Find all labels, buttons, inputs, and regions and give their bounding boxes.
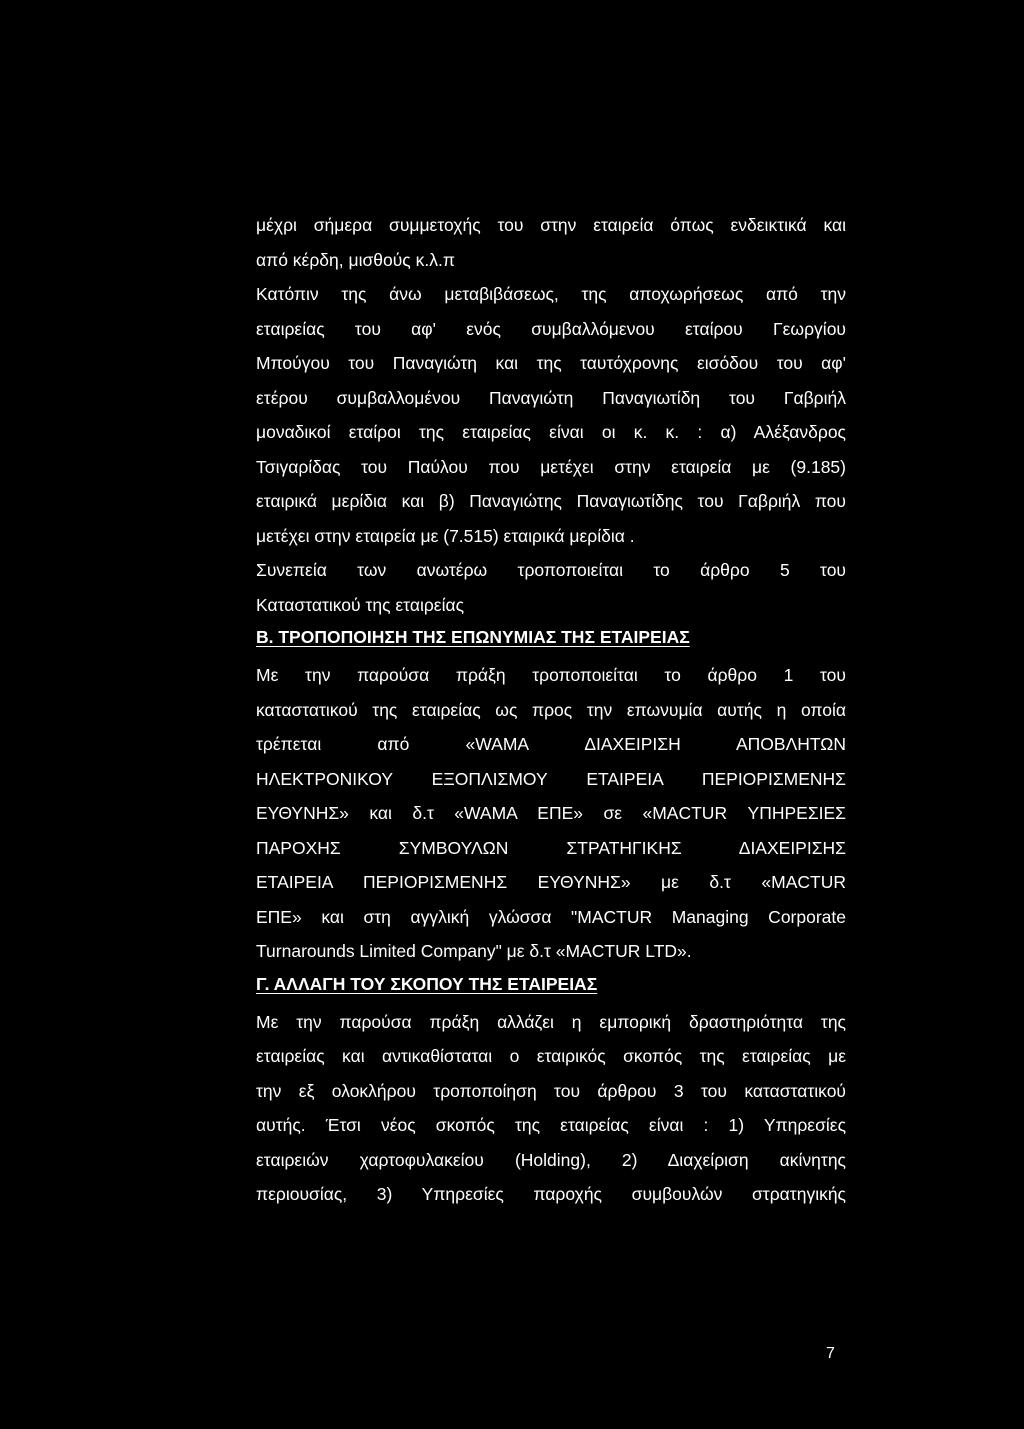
text-line: Turnarounds Limited Company" με δ.τ «MACTUR LTD».	[256, 941, 692, 961]
text-line: τρέπεται από «WAMA ΔΙΑΧΕΙΡΙΣΗ ΑΠΟΒΛΗΤΩΝ	[256, 734, 846, 754]
text-line: αυτής. Έτσι νέος σκοπός της εταιρείας είναι : 1) Υπηρεσίες	[256, 1115, 846, 1135]
text-line: εταιρείας του αφ' ενός συμβαλλόμενου εταίρου Γεωργίου	[256, 318, 846, 339]
text-line: ΗΛΕΚΤΡΟΝΙΚΟΥ ΕΞΟΠΛΙΣΜΟΥ ΕΤΑΙΡΕΙΑ ΠΕΡΙΟΡΙΣΜΕΝΗΣ	[256, 768, 846, 789]
text-line: από κέρδη, μισθούς κ.λ.π	[256, 249, 455, 270]
text-line: εταιρικά μερίδια και β) Παναγιώτης Παναγιωτίδης του Γαβριήλ που	[256, 491, 846, 511]
text-line: μετέχει στην εταιρεία με (7.515) εταιρικά μερίδια .	[256, 525, 635, 546]
text-line: περιουσίας, 3) Υπηρεσίες παροχής συμβουλών στρατηγικής	[256, 1184, 846, 1204]
text-line: εταιρείας και αντικαθίσταται ο εταιρικός σκοπός της εταιρείας με	[256, 1046, 846, 1066]
text-line: καταστατικού της εταιρείας ως προς την επωνυμία αυτής η οποία	[256, 699, 846, 720]
text-line: Τσιγαρίδας του Παύλου που μετέχει στην εταιρεία με (9.185)	[256, 456, 846, 477]
text-line: μέχρι σήμερα συμμετοχής του στην εταιρεία όπως ενδεικτικά και	[256, 215, 846, 235]
text-line: Με την παρούσα πράξη αλλάζει η εμπορική δραστηριότητα της	[256, 1011, 846, 1032]
text-line: ΕΥΘΥΝΗΣ» και δ.τ «WAMA ΕΠΕ» σε «MACTUR ΥΠΗΡΕΣΙΕΣ	[256, 803, 846, 823]
text-line: Κατόπιν της άνω μεταβιβάσεως, της αποχωρήσεως από την	[256, 284, 846, 304]
text-line: ΕΠΕ» και στη αγγλική γλώσσα "MACTUR Managing Corporate	[256, 906, 846, 927]
section-heading-b: Β. ΤΡΟΠΟΠΟΙΗΣΗ ΤΗΣ ΕΠΩΝΥΜΙΑΣ ΤΗΣ ΕΤΑΙΡΕΙΑΣ	[256, 627, 690, 647]
document-body	[256, 208, 846, 1212]
text-line: μοναδικοί εταίροι της εταιρείας είναι οι κ. κ. : α) Αλέξανδρος	[256, 422, 846, 442]
page-number: 7	[826, 1345, 835, 1362]
text-line: Μπούγου του Παναγιώτη και της ταυτόχρονης εισόδου του αφ'	[256, 353, 846, 373]
text-line: Με την παρούσα πράξη τροποποιείται το άρθρο 1 του	[256, 665, 846, 685]
text-line: εταιρειών χαρτοφυλακείου (Holding), 2) Διαχείριση ακίνητης	[256, 1149, 846, 1170]
text-line: Συνεπεία των ανωτέρω τροποποιείται το άρθρο 5 του	[256, 560, 846, 580]
text-line: Καταστατικού της εταιρείας	[256, 594, 465, 615]
text-line: την εξ ολοκλήρου τροποποίηση του άρθρου 3 του καταστατικού	[256, 1080, 846, 1101]
text-line: ΕΤΑΙΡΕΙΑ ΠΕΡΙΟΡΙΣΜΕΝΗΣ ΕΥΘΥΝΗΣ» με δ.τ «MACTUR	[256, 872, 846, 892]
text-line: ΠΑΡΟΧΗΣ ΣΥΜΒΟΥΛΩΝ ΣΤΡΑΤΗΓΙΚΗΣ ΔΙΑΧΕΙΡΙΣΗΣ	[256, 837, 846, 858]
text-line: ετέρου συμβαλλομένου Παναγιώτη Παναγιωτίδη του Γαβριήλ	[256, 387, 846, 408]
section-heading-c: Γ. ΑΛΛΑΓΗ ΤΟΥ ΣΚΟΠΟΥ ΤΗΣ ΕΤΑΙΡΕΙΑΣ	[256, 973, 598, 994]
